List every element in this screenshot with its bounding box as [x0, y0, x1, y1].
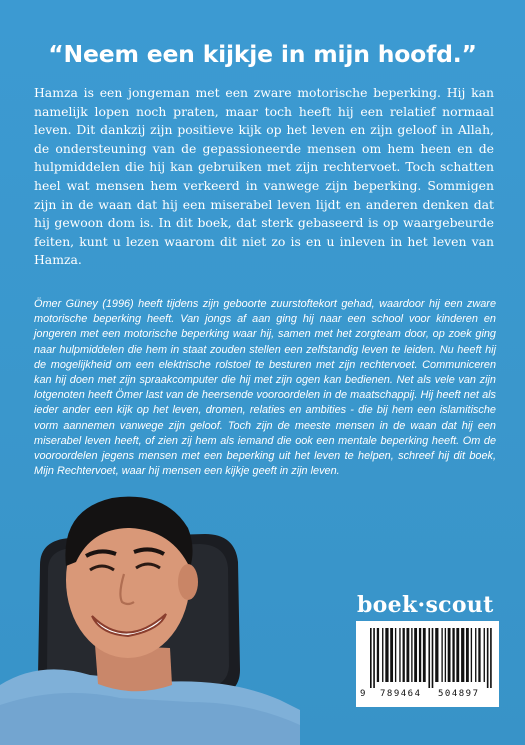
barcode-number — [360, 689, 492, 701]
barcode-bars — [370, 628, 492, 688]
author-bio-paragraph: Ömer Güney (1996) heeft tijdens zijn geboorte zuurstoftekort gehad, waardoor hij een zware motorische beperking heeft. Van jongs af aan ging hij naar een school voor kinderen en jongeren met een motorische beperking waar hij, samen met het zorgteam door, op zoek ging naar hulpmiddelen die hem in staat zouden stellen een zelfstandig leven te leiden. Nu heeft hij de mogelijkheid om een elektrische rolstoel te besturen met zijn rechtervoet. Communiceren kan hij doen met zijn spraakcomputer die hij met zijn ogen kan bedienen. Net als vele van zijn lotgenoten heeft Ömer last van de heersende vooroordelen in de maatschappij. Hij heeft net als ieder ander een kijk op het leven, dromen, relaties en ambities - die bij hem een islamitische vorm aannemen vanwege zijn geloof. Toch zijn de meeste mensen in de waan dat hij een miserabel leven heeft, of zien zij hem als iemand die ook een mentale beperking heeft. Om de vooroordelen jegens mensen met een beperking uit het leven te helpen, schreef hij dit boek, Mijn Rechtervoet, waar hij mensen een kijkje geeft in zijn leven. — [34, 298, 496, 478]
intro-paragraph: Hamza is een jongeman met een zware motorische beperking. Hij kan namelijk lopen noch praten, maar toch heeft hij een relatief normaal leven. Dit dankzij zijn positieve kijk op het leven en zijn geloof in Allah, de ondersteuning van de gepassioneerde mensen om hem heen en de hulpmiddelen die hij kan gebruiken met zijn rechtervoet. Toch schatten heel wat mensen hem verkeerd in vanwege zijn beperking. Sommigen zijn in de waan dat hij een miserabel leven lijdt en anderen denken dat hij gewoon dom is. In dit boek, dat sterk gebaseerd is op waargebeurde feiten, kunt u lezen waarom dit niet zo is en u inleven in het leven van Hamza. — [34, 85, 494, 268]
isbn-barcode — [356, 621, 499, 707]
publisher-logo: boek·scout — [357, 592, 494, 618]
cover-headline: “Neem een kijkje in mijn hoofd.” — [48, 40, 477, 68]
author-photo — [0, 470, 300, 745]
barcode-right-group: 504897 — [438, 689, 480, 699]
barcode-lead-digit: 9 — [360, 689, 366, 699]
barcode-left-group: 789464 — [380, 689, 422, 699]
